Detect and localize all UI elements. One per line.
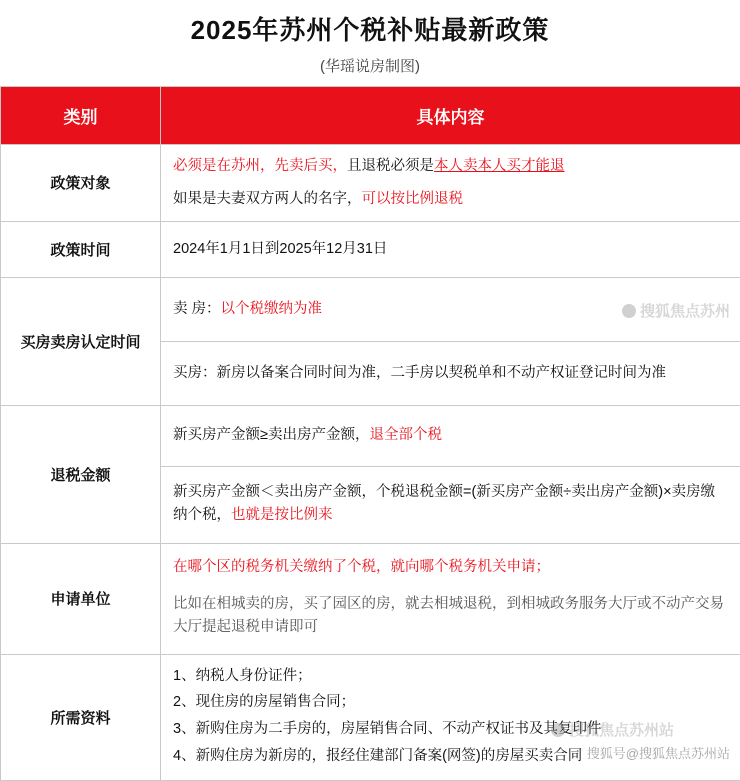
row-category: 政策时间 [1,221,161,277]
table-row [1,278,740,406]
page-subtitle: (华瑶说房制图) [0,55,740,76]
text-segment: 比如在相城卖的房，买了园区的房，就去相城退税，到相城政务服务大厅或不动产交易大厅提起退税申请即可 [173,596,724,635]
row-content [161,544,740,655]
table-header-row [1,86,740,144]
table-header [1,86,740,144]
text-segment: 必须是在苏州，先卖后买， [173,158,347,174]
table-row [1,406,740,544]
row-category: 买房卖房认定时间 [1,278,161,406]
row-content [161,278,740,406]
row-category: 政策对象 [1,144,161,221]
list-item: 3、新购住房为二手房的，房屋销售合同、不动产权证书及其复印件 [173,716,728,743]
row-content [161,406,740,544]
content-line [161,145,740,188]
row-content [161,221,740,277]
row-category: 所需资料 [1,654,161,780]
content-line [161,341,740,405]
content-line [161,278,740,341]
row-category: 申请单位 [1,544,161,655]
title-block [0,0,740,86]
row-category: 退税金额 [1,406,161,544]
header-content: 具体内容 [161,86,740,144]
list-item: 2、现住房的房屋销售合同； [173,689,728,716]
text-segment: 且退税必须是 [347,158,434,174]
text-segment: 卖 房： [173,301,221,317]
watermark-text: 搜狐焦点苏州站 [569,722,674,739]
header-category: 类别 [1,86,161,144]
list-item: 1、纳税人身份证件； [173,663,728,690]
policy-table [0,86,740,781]
row-content [161,654,740,780]
content-line [161,406,740,465]
table-body [1,144,740,780]
text-segment: 以个税缴纳为准 [221,301,323,317]
text-segment: 也就是按比例来 [231,507,333,523]
table-row [1,654,740,780]
content-line [161,222,740,277]
table-row [1,221,740,277]
text-segment: 新买房产金额≥卖出房产金额， [173,427,369,443]
content-line [161,466,740,543]
text-segment: 如果是夫妻双方两人的名字， [173,191,362,207]
list-item: 4、新购住房为新房的，报经住建部门备案(网签)的房屋买卖合同 [173,743,728,770]
text-segment: 2024年1月1日到2025年12月31日 [173,241,387,257]
requirement-list [161,655,740,780]
watermark-text: 搜狐焦点苏州 [640,303,730,320]
text-segment: 买房：新房以备案合同时间为准，二手房以契税单和不动产权证登记时间为准 [173,365,666,381]
table-row [1,144,740,221]
text-segment: 新买房产金额＜卖出房产金额，个税退税金额=(新买房产金额÷卖出房产金额)×卖房缴纳个税， [173,484,715,523]
text-segment: 本人卖本人买才能退 [434,158,565,174]
page-title: 2025年苏州个税补贴最新政策 [0,14,740,47]
text-segment: 可以按比例退税 [362,191,464,207]
content-line [161,589,740,653]
watermark-footer: 搜狐号@搜狐焦点苏州站 [587,743,730,762]
table-row [1,544,740,655]
text-segment: 退全部个税 [369,427,442,443]
text-segment: 在哪个区的税务机关缴纳了个税，就向哪个税务机关申请； [173,559,550,575]
content-line [161,544,740,589]
row-content [161,144,740,221]
content-line [161,188,740,221]
